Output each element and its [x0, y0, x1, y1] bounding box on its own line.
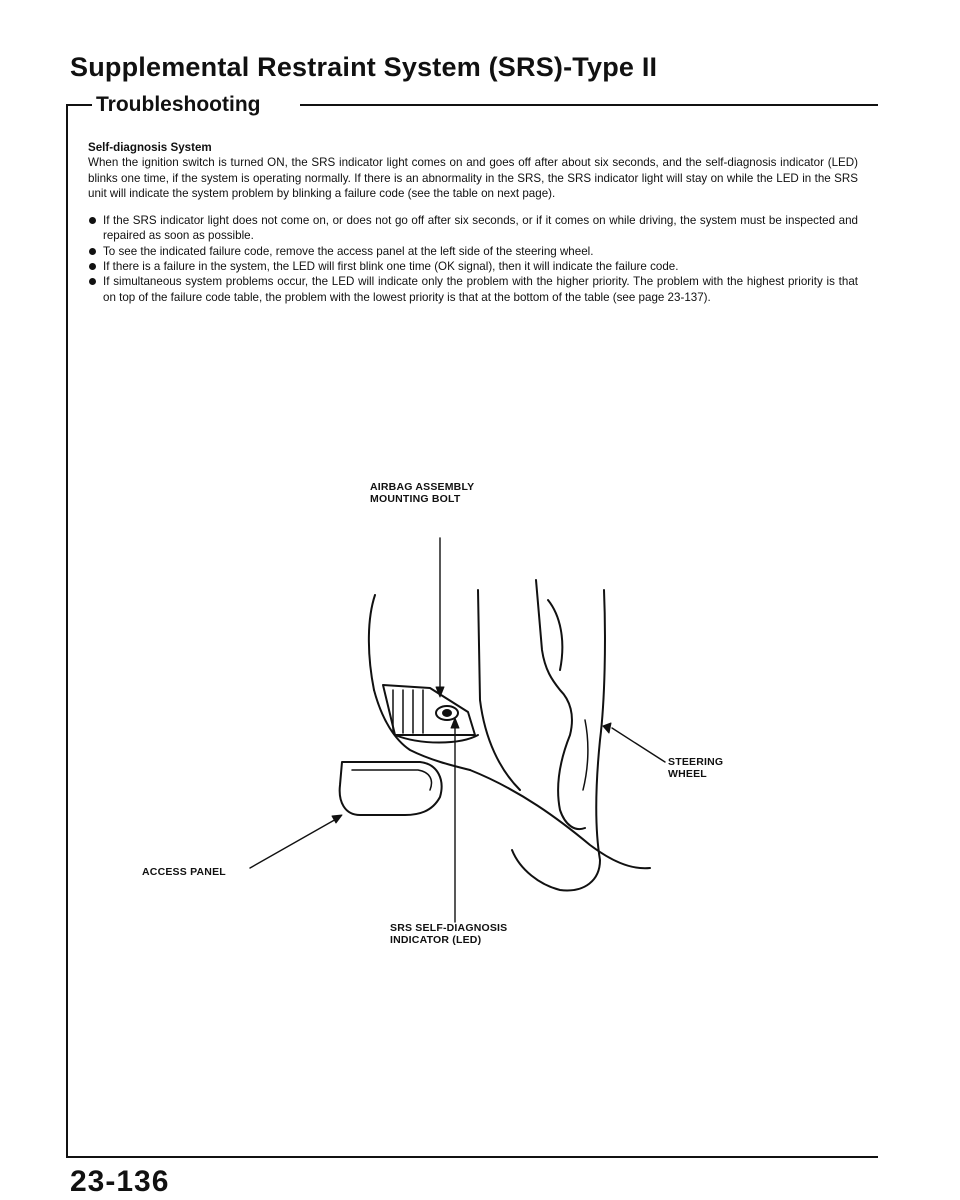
- steering-wheel-rim-outer: [512, 590, 605, 890]
- leader-access-panel-arrow: [332, 815, 342, 823]
- label-srs-led: [390, 922, 507, 946]
- label-led-line2: INDICATOR (LED): [390, 934, 482, 946]
- label-steering-line1: STEERING: [668, 756, 724, 768]
- leader-led-arrow: [451, 718, 459, 728]
- label-steering-wheel: [668, 756, 723, 780]
- steering-wheel-rim-inner: [548, 600, 562, 670]
- frame-top-rule-right: [300, 104, 878, 106]
- access-panel-outline: [340, 762, 442, 815]
- column-center-line: [478, 590, 520, 790]
- led-lens: [443, 710, 451, 716]
- frame-bottom-rule: [66, 1156, 878, 1158]
- label-airbag-line1: AIRBAG ASSEMBLY: [370, 481, 475, 493]
- access-panel-inner-edge: [352, 770, 432, 790]
- bullet-item: If simultaneous system problems occur, the LED will indicate only the problem with the higher priority. The problem with the highest priority is that on top of the failure code table, the problem with the lowest priority is that at the bottom of the table (see page 23-137).: [88, 274, 858, 305]
- column-shroud-left-edge: [369, 595, 375, 690]
- intro-paragraph: When the ignition switch is turned ON, the SRS indicator light comes on and goes off after about six seconds, and the self-diagnosis indicator (LED) blinks one time, if the system is operating normally. If there is an abnormality in the SRS, the SRS indicator light will stay on while the LED in the SRS unit will indicate the system problem by blinking a failure code (see the table on next page).: [88, 156, 858, 200]
- label-airbag-line2: MOUNTING BOLT: [370, 493, 461, 505]
- leader-steering-wheel-arrow: [603, 723, 611, 733]
- label-steering-line2: WHEEL: [668, 768, 707, 780]
- column-cover-outline: [470, 770, 650, 868]
- bullet-list: [88, 213, 858, 305]
- section-title: Troubleshooting: [96, 93, 270, 117]
- page-title: Supplemental Restraint System (SRS)-Type II: [70, 52, 658, 82]
- switch-housing-ridges: [393, 690, 423, 733]
- bullet-item: If the SRS indicator light does not come on, or does not go off after six seconds, or if it comes on while driving, the system must be inspected and repaired as soon as possible.: [88, 213, 858, 244]
- steering-wheel-grip-line: [583, 720, 588, 790]
- bullet-item: To see the indicated failure code, remove the access panel at the left side of the steering wheel.: [88, 244, 858, 259]
- frame-top-rule-left: [66, 104, 92, 106]
- bullet-item: If there is a failure in the system, the LED will first blink one time (OK signal), then it will indicate the failure code.: [88, 259, 858, 274]
- switch-housing: [383, 685, 475, 735]
- steering-wheel-spoke: [536, 580, 585, 829]
- leader-airbag-bolt-arrow: [436, 687, 444, 697]
- label-access-panel-text: ACCESS PANEL: [142, 866, 226, 878]
- switch-housing-rim: [395, 735, 478, 743]
- column-shroud-lower-edge: [374, 690, 470, 770]
- frame-left-rule: [66, 104, 68, 1157]
- sub-heading: Self-diagnosis System: [88, 141, 212, 154]
- label-led-line1: SRS SELF-DIAGNOSIS: [390, 922, 508, 934]
- leader-access-panel: [250, 818, 338, 868]
- body-text: [88, 140, 858, 305]
- label-airbag-mounting-bolt: [370, 481, 474, 505]
- led-recess: [436, 706, 458, 720]
- page-number: 23-136: [70, 1165, 170, 1198]
- label-access-panel: [142, 866, 226, 878]
- leader-steering-wheel: [612, 728, 665, 762]
